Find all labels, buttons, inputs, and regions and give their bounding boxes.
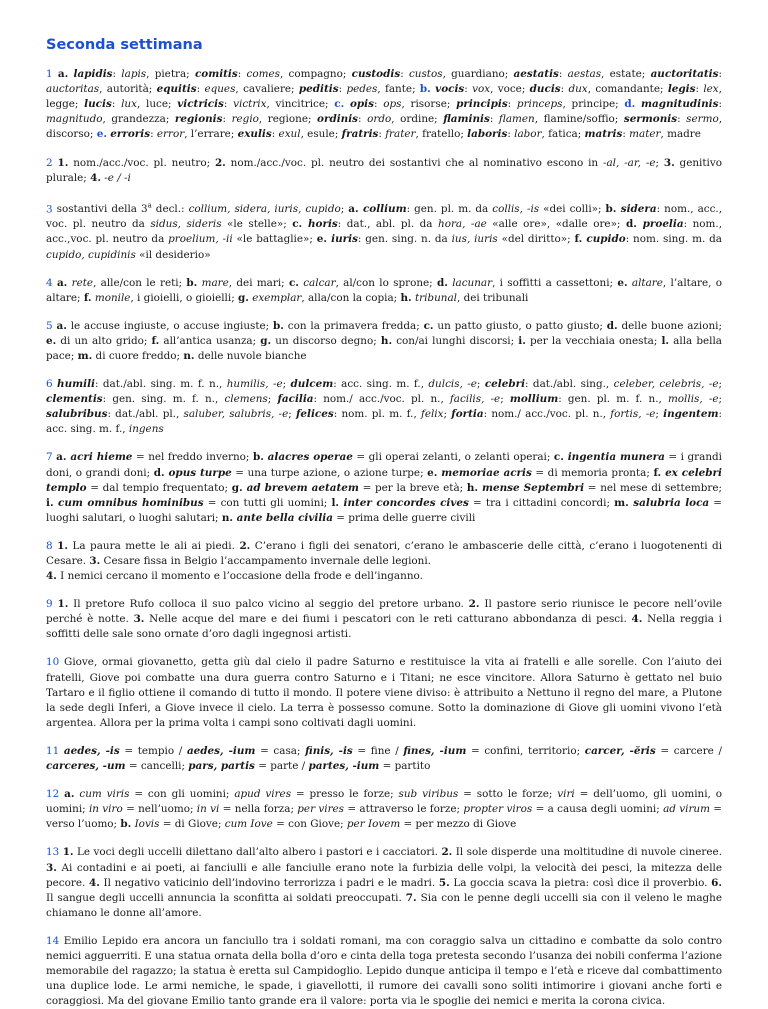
page-title: Seconda settimana — [46, 37, 203, 53]
exercise-answer — [46, 377, 722, 437]
exercise-number: 2 — [46, 156, 53, 169]
exercise-answer — [46, 787, 722, 832]
exercise-number: 13 — [46, 846, 60, 859]
exercise-number: 6 — [46, 378, 53, 391]
exercise-text: a. rete, alle/con le reti; b. mare, dei mari; c. calcar, al/con lo sprone; d. lacunar, i soffitti a cassettoni; e. altare, l’altare, o altare; f. monile, i gioielli, o gioielli; g. exemplar, alla/con la copia; h. tribunal, dei tribunali — [46, 276, 722, 304]
exercise-text: Emilio Lepido era ancora un fanciullo tra i soldati romani, ma con coraggio salva un cittadino e combatte da solo contro nemici agguerriti. E una statua ornata della bolla d’oro e cinta della toga pretesta secondo l’usanza dei nobili conferma l’azione memorabile del ragazzo; la statua è eretta sul Campidoglio. Lepido dunque anticipa il tempo e l’età e riceve dal combattimento una duplice lode. Le armi nemiche, le spade, i giavellotti, il rumore dei cavalli sono soliti intimorire i giovani anche forti e coraggiosi. Ma del giovane Emilio tanto grande era il valore: porta via le spoglie dei nemici e merita la corona civica. — [46, 934, 723, 1008]
exercise-number: 14 — [46, 934, 60, 947]
exercise-answer — [46, 199, 722, 263]
exercise-answer — [46, 845, 722, 920]
exercise-text: sostantivi della 3$^a$ decl.: collium, sidera, iuris, cupido; a. collium: gen. pl. m. da collis, -is «dei colli»; b. sidera: nom., acc., voc. pl. neutro da sidus, sideris «le stelle»; c. horis: dat., abl. pl. da hora, -ae «alle ore», «dalle ore»; d. proelia: nom., acc.,voc. pl. neutro da proelium, -ii «le battaglie»; e. iuris: gen. sing. n. da ius, iuris «del diritto»; f. cupido: nom. sing. m. da cupido, cupidinis «il desiderio» — [46, 201, 723, 261]
exercise-text: a. le accuse ingiuste, o accuse ingiuste; b. con la primavera fredda; c. un patto giusto, o patto giusto; d. delle buone azioni; e. di un alto grido; f. all’antica usanza; g. un discorso degno; h. con/ai lunghi discorsi; i. per la vecchiaia onesta; l. alla bella pace; m. di cuore freddo; n. delle nuvole bianche — [46, 319, 722, 362]
exercise-answer — [46, 450, 722, 525]
exercise-answer — [46, 319, 722, 364]
exercise-text: a. cum viris = con gli uomini; apud vires = presso le forze; sub viribus = sotto le forze; viri = dell’uomo, gli uomini, o uomini; in viro = nell’uomo; in vi = nella forza; per vires = attraverso le forze; propter viros = a causa degli uomini; ad virum = verso l’uomo; b. Iovis = di Giove; cum Iove = con Giove; per Iovem = per mezzo di Giove — [46, 788, 723, 831]
exercise-answer — [46, 156, 722, 186]
exercise-text: 1. La paura mette le ali ai piedi. 2. C’erano i figli dei senatori, c’erano le ambascerie delle città, c’erano i luogotenenti di Cesare. 3. Cesare fissa in Belgio l’accampamento invernale delle legioni. 4. I nemici cercano il momento e l’occasione della frode e dell’inganno. — [46, 539, 723, 583]
exercise-text: aedes, -is = tempio / aedes, -ium = casa; finis, -is = fine / fines, -ium = confini, territorio; carcer, -ĕris = carcere / carceres, -um = cancelli; pars, partis = parte / partes, -ium = partito — [46, 744, 722, 773]
exercise-number: 4 — [46, 276, 53, 289]
exercise-answer — [46, 744, 722, 774]
exercise-answer — [46, 67, 722, 142]
exercise-number: 12 — [46, 788, 60, 801]
exercise-number: 1 — [46, 68, 53, 81]
exercise-answer — [46, 934, 722, 1009]
exercise-text: 1. Le voci degli uccelli dilettano dall’alto albero i pastori e i cacciatori. 2. Il sole disperde una moltitudine di nuvole cineree. 3. Ai contadini e ai poeti, ai fanciulli e alle fanciulle erano note la furbizia delle volpi, la velocità dei pesci, la mitezza delle pecore. 4. Il negativo vaticinio dell’indovino terrorizza i padri e le madri. 5. La goccia scava la pietra: così dice il proverbio. 6. Il sangue degli uccelli annuncia la sconfitta ai soldati preoccupati. 7. Sia con le penne degli uccelli sia con il veleno le maghe chiamano le donne all’amore. — [46, 846, 723, 919]
exercise-text: Giove, ormai giovanetto, getta giù dal cielo il padre Saturno e restituisce la vita ai fratelli e alle sorelle. Con l’aiuto dei fratelli, Giove poi combatte una dura guerra contro Saturno e i Titani; ne esce vincitore. Allora Saturno è gettato nel buio Tartaro e il figlio ottiene il comando di tutto il mondo. Il potere viene diviso: è attribuito a Nettuno il regno del mare, a Plutone la sede degli Inferi, a Giove invece il cielo. La terra è possesso comune. Sotto la dominazione di Giove gli uomini vivono l’età argentea. Allora per la prima volta i campi sono coltivati dagli uomini. — [46, 656, 722, 729]
exercise-number: 10 — [46, 656, 60, 669]
exercise-number: 8 — [46, 539, 53, 552]
exercise-text: humili: dat./abl. sing. m. f. n., humilis, -e; dulcem: acc. sing. m. f., dulcis, -e; celebri: dat./abl. sing., celeber, celebris, -e; clementis: gen. sing. m. f. n., clemens; facilia: nom./ acc./voc. pl. n., facilis, -e; mollium: gen. pl. m. f. n., mollis, -e; salubribus: dat./abl. pl., saluber, salubris, -e; felices: nom. pl. m. f., felix; fortia: nom./ acc./voc. pl. n., fortis, -e; ingentem: acc. sing. m. f., ingens — [46, 378, 722, 436]
exercise-answer — [46, 597, 722, 642]
exercise-number: 9 — [46, 598, 53, 611]
exercise-answer — [46, 655, 722, 730]
exercise-number: 7 — [46, 451, 53, 464]
exercise-text: 1. nom./acc./voc. pl. neutro; 2. nom./acc./voc. pl. neutro dei sostantivi che al nominativo escono in -al, -ar, -e; 3. genitivo plurale; 4. -e / -i — [46, 156, 722, 184]
exercise-answer — [46, 539, 722, 584]
exercise-number: 3 — [46, 203, 53, 216]
exercise-text: a. lapidis: lapis, pietra; comitis: comes, compagno; custodis: custos, guardiano; aestatis: aestas, estate; auctoritatis: auctoritas, autorità; equitis: eques, cavaliere; peditis: pedes, fante; b. vocis: vox, voce; ducis: dux, comandante; legis: lex, legge; lucis: lux, luce; victricis: victrix, vincitrice; c. opis: ops, risorse; principis: princeps, principe; d. magnitudinis: magnitudo, grandezza; regionis: regio, regione; ordinis: ordo, ordine; flaminis: flamen, flamine/soffio; sermonis: sermo, discorso; e. erroris: error, l’errare; exulis: exul, esule; fratris: frater, fratello; laboris: labor, fatica; matris: mater, madre — [46, 68, 723, 141]
exercise-answer — [46, 276, 722, 306]
exercise-text: 1. Il pretore Rufo colloca il suo palco vicino al seggio del pretore urbano. 2. Il pastore serio riunisce le pecore nell’ovile perché è notte. 3. Nelle acque del mare e dei fiumi i pescatori con le reti catturano abbondanza di pesci. 4. Nella reggia i soffitti delle sale sono ornate d’oro dagli ingegnosi artisti. — [46, 598, 722, 641]
exercise-text: a. acri hieme = nel freddo inverno; b. alacres operae = gli operai zelanti, o zelanti operai; c. ingentia munera = i grandi doni, o grandi doni; d. opus turpe = una turpe azione, o azione turpe; e. memoriae acris = di memoria pronta; f. ex celebri templo = dal tempio frequentato; g. ad brevem aetatem = per la breve età; h. mense Septembri = nel mese di settembre; i. cum omnibus hominibus = con tutti gli uomini; l. inter concordes cives = tra i cittadini concordi; m. salubria loca = luoghi salutari, o luoghi salutari; n. ante bella civilia = prima delle guerre civili — [46, 451, 723, 524]
exercise-number: 11 — [46, 744, 60, 757]
exercise-list — [46, 67, 722, 1009]
exercise-number: 5 — [46, 319, 53, 332]
